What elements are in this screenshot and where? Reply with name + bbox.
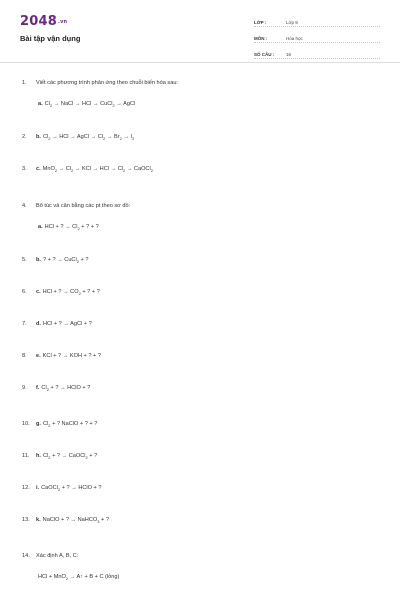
equation-text: $Cl_2$ → NaCl → HCl → CuCl$_2$ → AgCl — [44, 101, 136, 109]
question-equation — [36, 421, 97, 428]
question-equation — [36, 321, 92, 327]
sub-label: c. — [36, 289, 41, 295]
meta-row-class — [254, 14, 380, 27]
question-item — [22, 453, 382, 460]
question-number: 3. — [22, 166, 27, 172]
equation-text: ? + ? → CuCl$_2$ + ? — [42, 257, 89, 265]
sub-label: a. — [38, 101, 43, 107]
question-row — [22, 453, 382, 460]
question-item — [22, 485, 382, 492]
question-item — [22, 134, 382, 141]
question-number: 11. — [22, 453, 30, 459]
question-equation — [36, 166, 153, 173]
question-item — [22, 553, 382, 581]
sub-label: h. — [36, 453, 41, 459]
question-item — [22, 321, 382, 327]
meta-key: SỐ CÂU : — [254, 52, 275, 57]
question-prompt — [22, 553, 382, 559]
sub-label: g. — [36, 421, 41, 427]
logo-suffix: .vn — [57, 18, 68, 25]
question-equation — [36, 257, 88, 264]
question-prompt — [22, 203, 382, 209]
sub-label: b. — [36, 134, 41, 140]
sub-label: f. — [36, 385, 40, 391]
question-item — [22, 203, 382, 231]
equation-text: CaOCl$_2$ + ? → HClO + ? — [41, 485, 102, 493]
question-item — [22, 166, 382, 173]
question-item — [22, 385, 382, 392]
equation-text: $Cl_2$ + ? → HClO + ? — [41, 385, 91, 393]
logo-text: 2048 — [20, 14, 57, 29]
question-number: 7. — [22, 321, 27, 327]
equation-text: NaClO + ? → NaHCO$_3$ + ? — [42, 517, 109, 525]
question-row — [22, 517, 382, 524]
meta-row-subject — [254, 30, 380, 43]
question-number: 4. — [22, 203, 27, 209]
meta-key: LỚP : — [254, 20, 267, 25]
question-number: 14. — [22, 553, 30, 559]
question-text: Xác định A, B, C: — [36, 553, 79, 559]
question-number: 1. — [22, 80, 27, 86]
question-equation — [36, 385, 90, 392]
question-row — [22, 321, 382, 327]
question-number: 6. — [22, 289, 27, 295]
sub-label: e. — [36, 353, 41, 359]
question-item — [22, 353, 382, 359]
question-equation — [36, 485, 102, 492]
site-logo[interactable] — [20, 14, 67, 29]
equation-text: HCl + ? → $Cl_2$ + ? + ? — [44, 224, 99, 232]
question-equation — [36, 289, 100, 296]
equation-text: HCl + MnO$_2$ → A↑ + B + C (lỏng) — [38, 574, 120, 582]
question-row — [22, 385, 382, 392]
question-item — [22, 517, 382, 524]
sub-label: k. — [36, 517, 41, 523]
sub-label: d. — [36, 321, 41, 327]
meta-value: Hóa học — [286, 36, 303, 41]
question-number: 13. — [22, 517, 30, 523]
equation-text: $Cl_2$ → HCl → AgCl → $Cl_2 \to Br_2 \to I_2$ — [42, 134, 135, 142]
meta-value: Lớp 9 — [286, 20, 298, 25]
sub-label: b. — [36, 257, 41, 263]
equation-text: HCl + ? → $CO_2$ + ? + ? — [42, 289, 100, 297]
question-item — [22, 289, 382, 296]
question-row — [22, 257, 382, 264]
question-number: 5. — [22, 257, 27, 263]
equation-text: KCl + ? → KOH + ? + ? — [42, 353, 101, 359]
question-item — [22, 257, 382, 264]
question-row — [22, 134, 382, 141]
question-number: 8. — [22, 353, 27, 359]
question-row — [22, 421, 382, 428]
question-equation — [38, 224, 382, 231]
question-row — [22, 353, 382, 359]
meta-key: MÔN : — [254, 36, 268, 41]
meta-row-count — [254, 46, 380, 59]
question-row — [22, 289, 382, 296]
question-equation — [36, 134, 134, 141]
equation-text: $Cl_2$ + ? → CaOCl$_2$ + ? — [42, 453, 98, 461]
question-equation — [36, 453, 97, 460]
question-equation — [36, 517, 109, 524]
equation-text: $Cl_2$ + ? NaClO + ? + ? — [42, 421, 98, 429]
question-equation — [36, 353, 101, 359]
document-title: Bài tập vận dụng — [20, 34, 81, 43]
question-number: 10. — [22, 421, 30, 427]
question-item — [22, 421, 382, 428]
meta-value: 16 — [286, 52, 292, 57]
question-number: 2. — [22, 134, 27, 140]
question-prompt — [22, 80, 382, 86]
question-number: 9. — [22, 385, 27, 391]
equation-text: $MnO_2 \to Cl_2$ → KCl → HCl → $Cl_2$ → CaOCl$_2$ — [42, 166, 153, 174]
document-header — [0, 0, 400, 63]
question-text: Bổ túc và cân bằng các pt theo sơ đồ: — [36, 203, 131, 209]
meta-info — [254, 14, 380, 62]
question-equation — [38, 574, 382, 581]
question-text: Viết các phương trình phản ứng theo chuỗi biến hóa sau: — [36, 80, 178, 86]
sub-label: a. — [38, 224, 43, 230]
question-item — [22, 80, 382, 108]
sub-label: i. — [36, 485, 40, 491]
question-row — [22, 485, 382, 492]
question-number: 12. — [22, 485, 30, 491]
question-row — [22, 166, 382, 173]
equation-text: HCl + ? → AgCl + ? — [42, 321, 92, 327]
question-equation — [38, 101, 382, 108]
sub-label: c. — [36, 166, 41, 172]
